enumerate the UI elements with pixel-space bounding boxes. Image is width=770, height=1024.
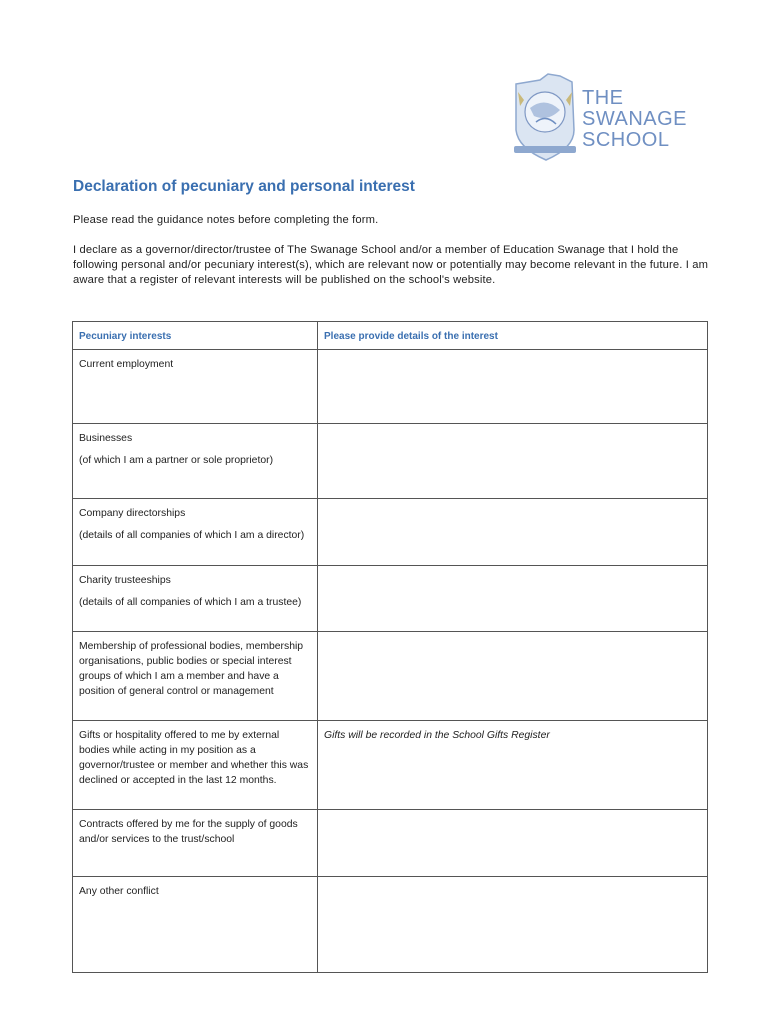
row-label: Charity trusteeships xyxy=(79,575,171,586)
row-detail-field[interactable] xyxy=(318,721,708,810)
table-row xyxy=(73,424,708,499)
logo-line-3: SCHOOL xyxy=(582,129,670,151)
row-label-cell xyxy=(73,877,318,973)
row-label-cell xyxy=(73,424,318,499)
interests-table xyxy=(72,321,708,973)
row-sublabel: (of which I am a partner or sole proprietor) xyxy=(79,455,274,466)
page-title: Declaration of pecuniary and personal interest xyxy=(73,178,415,195)
table-row xyxy=(73,350,708,424)
table-row xyxy=(73,632,708,721)
row-label: Current employment xyxy=(79,359,174,370)
table-header-row xyxy=(73,322,708,350)
row-detail-field[interactable] xyxy=(318,566,708,632)
row-label: Gifts or hospitality offered to me by external bodies while acting in my position as a governor/trustee or member and whether this was declined or accepted in the last 12 months. xyxy=(79,730,309,786)
row-label: Contracts offered by me for the supply of goods and/or services to the trust/school xyxy=(79,819,298,845)
row-label-cell xyxy=(73,721,318,810)
row-label: Any other conflict xyxy=(79,886,159,897)
gifts-register-note: Gifts will be recorded in the School Gifts Register xyxy=(324,730,550,741)
declaration-text: I declare as a governor/director/trustee of The Swanage School and/or a member of Education Swanage that I hold the following personal and/or pecuniary interest(s), which are relevant now or potentially may become relevant in the future. I am aware that a register of relevant interests will be published on the school's website. xyxy=(73,244,709,287)
row-label-cell xyxy=(73,810,318,877)
row-label: Businesses xyxy=(79,433,133,444)
table-row xyxy=(73,566,708,632)
row-label-cell xyxy=(73,566,318,632)
intro-text: Please read the guidance notes before completing the form. xyxy=(73,214,379,226)
logo-line-1: THE xyxy=(582,87,624,109)
row-label: Company directorships xyxy=(79,508,186,519)
header-details: Please provide details of the interest xyxy=(318,322,708,350)
row-sublabel: (details of all companies of which I am a trustee) xyxy=(79,597,302,608)
row-label-cell xyxy=(73,499,318,566)
header-pecuniary-interests: Pecuniary interests xyxy=(73,322,318,350)
table-row xyxy=(73,877,708,973)
row-label-cell xyxy=(73,632,318,721)
logo-line-2: SWANAGE xyxy=(582,108,687,130)
row-label-cell xyxy=(73,350,318,424)
row-label: Membership of professional bodies, membership organisations, public bodies or special interest groups of which I am a member and have a position of general control or management xyxy=(79,641,304,697)
row-detail-field[interactable] xyxy=(318,424,708,499)
row-detail-field[interactable] xyxy=(318,499,708,566)
row-detail-field[interactable] xyxy=(318,877,708,973)
row-detail-field[interactable] xyxy=(318,810,708,877)
table-row xyxy=(73,810,708,877)
row-detail-field[interactable] xyxy=(318,632,708,721)
table-row xyxy=(73,721,708,810)
school-name-logo-text xyxy=(582,88,687,151)
row-sublabel: (details of all companies of which I am a director) xyxy=(79,530,305,541)
table-row xyxy=(73,499,708,566)
row-detail-field[interactable] xyxy=(318,350,708,424)
